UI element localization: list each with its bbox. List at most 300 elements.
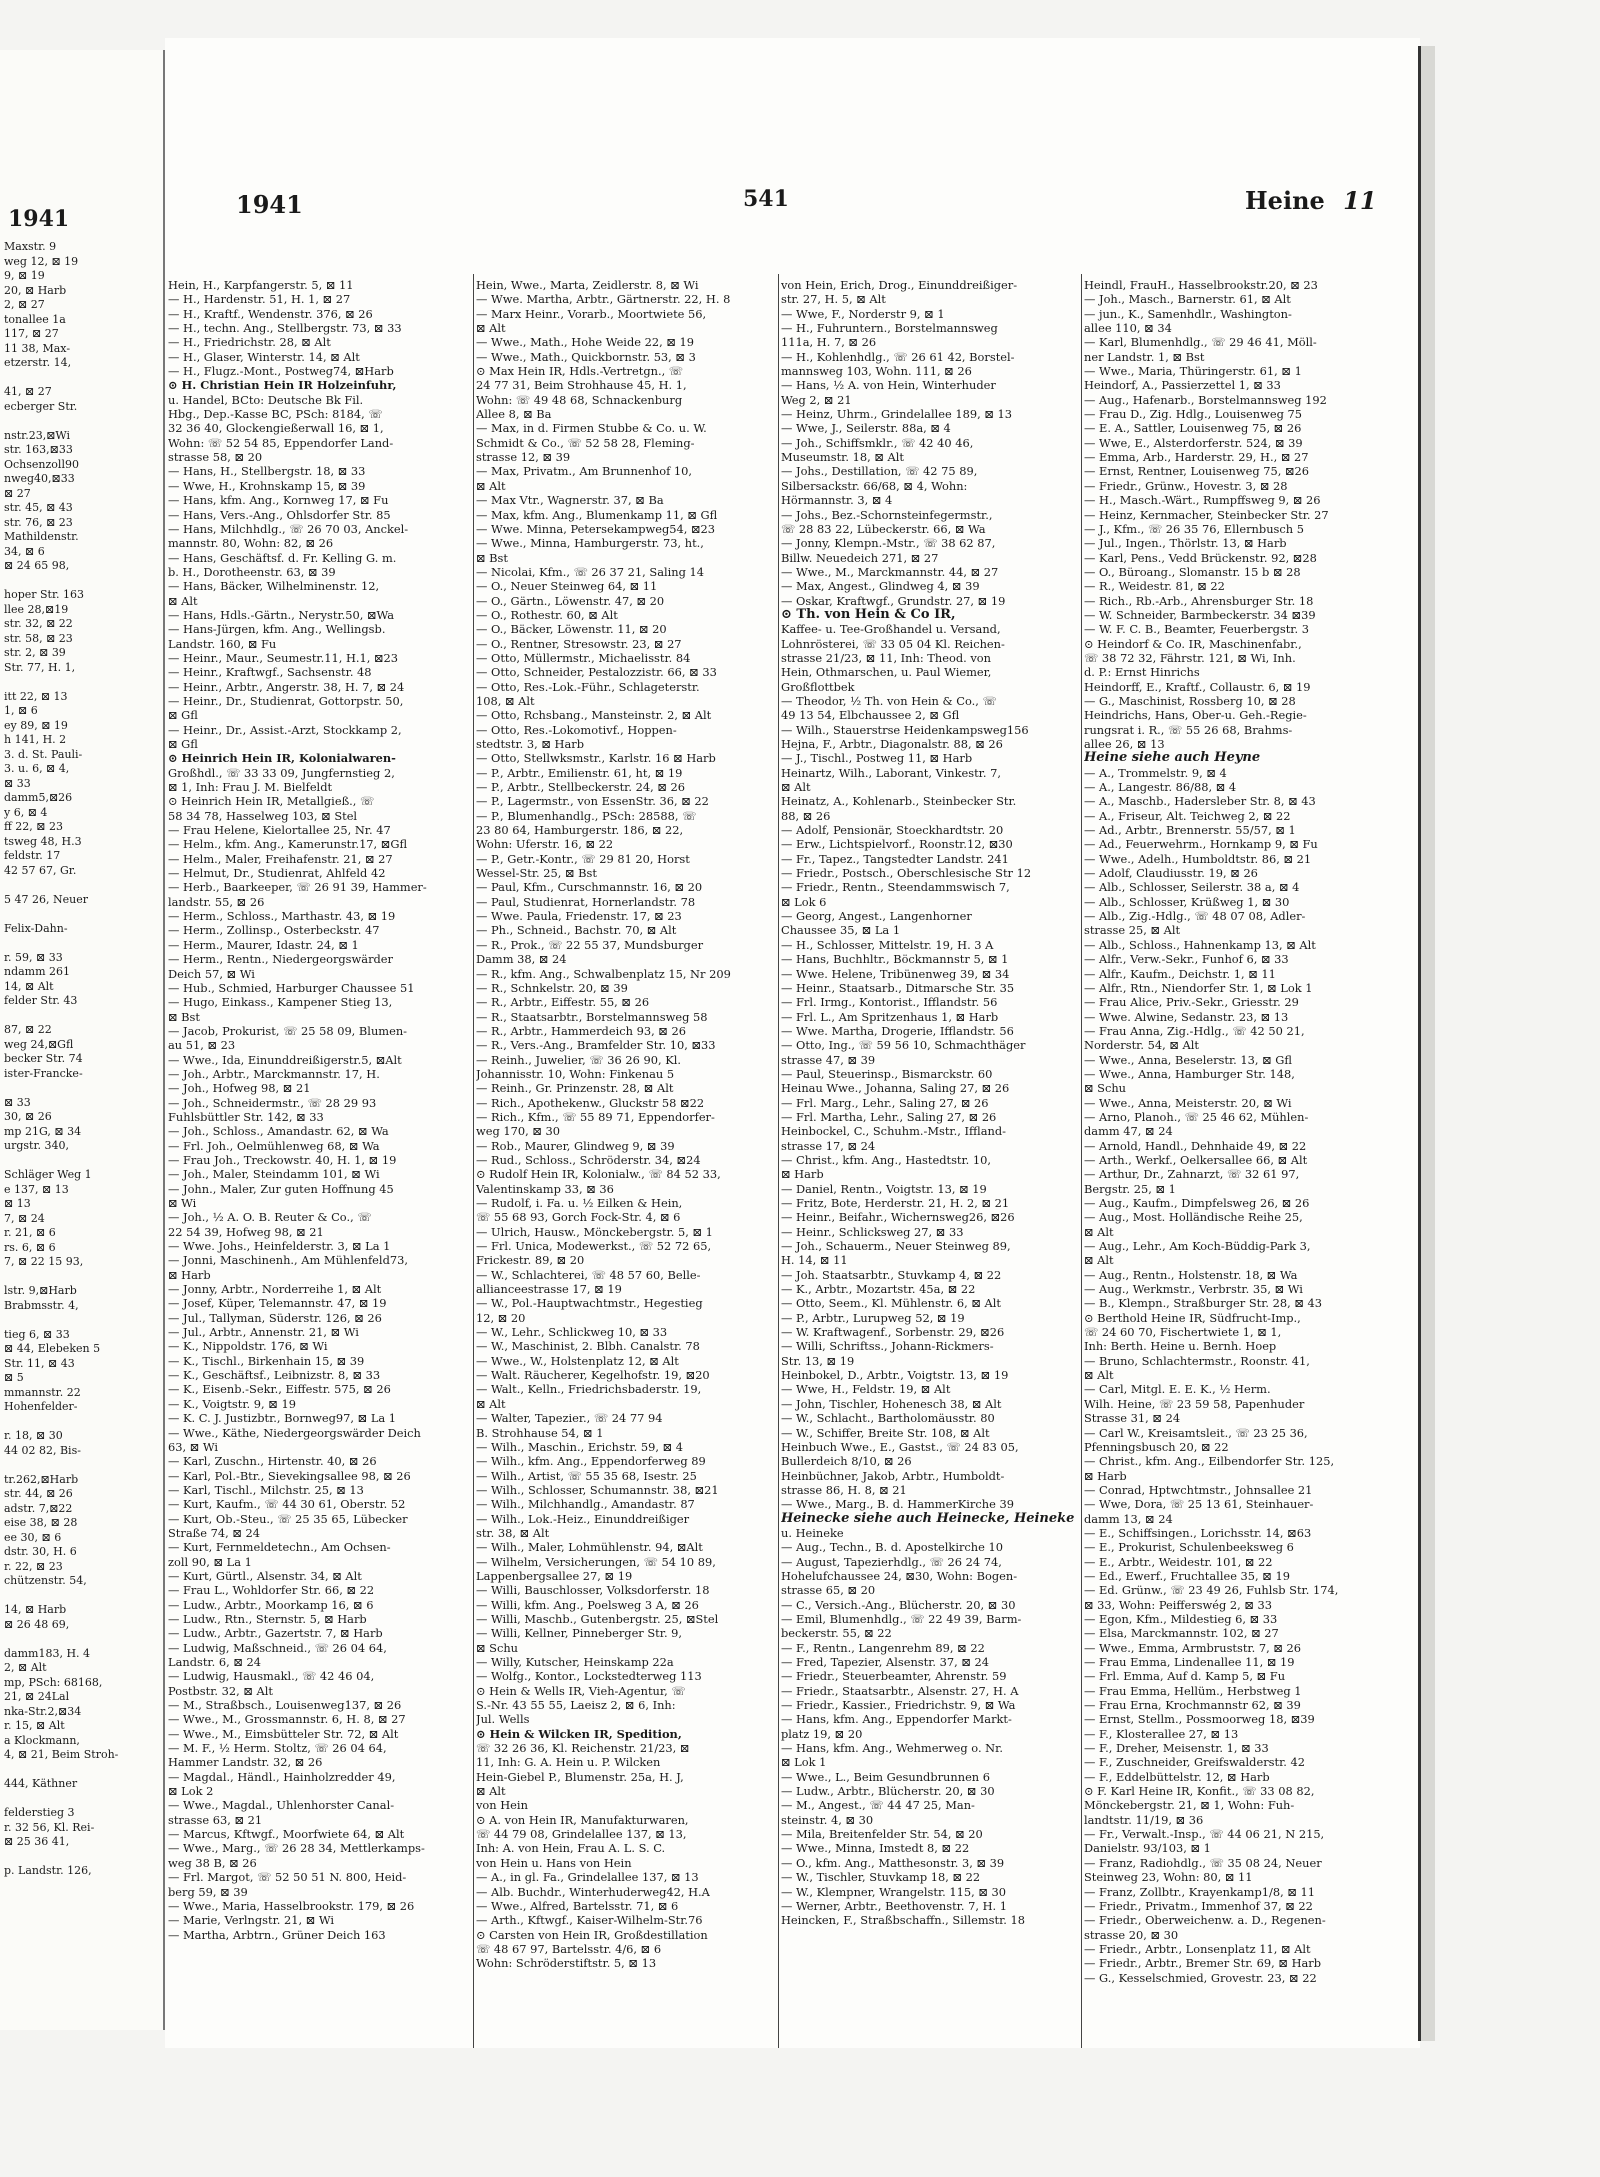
directory-entry-line: — Herm., Rentn., Niedergeorgswärder [168,952,393,967]
directory-entry-line: — O., Rothestr. 60, ⊠ Alt [476,607,618,622]
directory-entry-line: ⊙ F. Karl Heine IR, Konfit., ☏ 33 08 82, [1084,1784,1315,1799]
directory-entry-line: — Aug., Most. Holländische Reihe 25, [1084,1210,1303,1225]
directory-entry-line: ⊠ Gfl [168,708,198,723]
directory-entry-line: — Frau Erna, Krochmannstr 62, ⊠ 39 [1084,1698,1301,1713]
directory-entry-line: — Aug., Rentn., Holstenstr. 18, ⊠ Wa [1084,1267,1298,1282]
directory-entry-line: — Ernst, Stellm., Possmoorweg 18, ⊠39 [1084,1712,1315,1727]
directory-entry-line: — Frau Emma, Hellüm., Herbstweg 1 [1084,1683,1302,1698]
directory-entry-line: — Wilh., Milchhandlg., Amandastr. 87 [476,1497,695,1512]
directory-entry-line: — Jul., Tallyman, Süderstr. 126, ⊠ 26 [168,1310,382,1325]
directory-entry-line: Heinbockel, C., Schuhm.-Mstr., Iffland- [781,1124,1006,1139]
directory-entry-line: — Joh., Masch., Barnerstr. 61, ⊠ Alt [1084,292,1291,307]
directory-entry-line: Hein-Giebel P., Blumenstr. 25a, H. J, [476,1769,684,1784]
left-page-line [4,1458,164,1473]
directory-entry-line: — Adolf, Pensionär, Stoeckhardtstr. 20 [781,823,1004,838]
directory-entry-line: — Joh., Schiffsmklr., ☏ 42 40 46, [781,435,974,450]
left-page-line: damm183, H. 4 [4,1646,91,1660]
left-page-line: Mathildenstr. [4,530,79,543]
directory-entry-line: — Carl W., Kreisamtsleit., ☏ 23 25 36, [1084,1425,1308,1440]
directory-entry-line: B. Strohhause 54, ⊠ 1 [476,1425,604,1440]
directory-entry-line: ☏ 48 67 97, Bartelsstr. 4/6, ⊠ 6 [476,1941,662,1956]
directory-entry-line: ⊠ Bst [168,1009,200,1024]
directory-entry-line: — Wwe., Marg., B. d. HammerKirche 39 [781,1497,1014,1512]
directory-entry-line: — Fr., Tapez., Tangstedter Landstr. 241 [781,851,1009,866]
directory-entry-line: — Otto, Res.-Lokomotivf., Hoppen- [476,722,677,737]
directory-entry-line: strasse 58, ⊠ 20 [168,450,263,465]
directory-entry-line: — R., Vers.-Ang., Bramfelder Str. 10, ⊠33 [476,1038,716,1053]
left-page-line: 444, Käthner [4,1777,78,1790]
directory-entry-line: — Kurt, Kaufm., ☏ 44 30 61, Oberstr. 52 [168,1497,406,1512]
left-page-line: ecberger Str. [4,399,78,413]
directory-entry-line: — Ad., Arbtr., Brennerstr. 55/57, ⊠ 1 [1084,823,1296,838]
directory-entry-line: Wohn: Uferstr. 16, ⊠ 22 [476,837,614,852]
directory-entry-line: — Karl, Pol.-Btr., Sievekingsallee 98, ⊠ 26 [168,1468,411,1483]
directory-entry-line: — Kurt, Fernmeldetechn., Am Ochsen- [168,1540,391,1555]
directory-entry-line: — F., Eddelbüttelstr. 12, ⊠ Harb [1084,1769,1270,1784]
directory-entry-line: ⊠ Lok 2 [168,1784,214,1799]
directory-entry-line: — Wwe. Paula, Friedenstr. 17, ⊠ 23 [476,909,682,924]
left-page-line: r. 22, ⊠ 23 [4,1559,63,1573]
directory-entry-line: — Fred, Tapezier, Alsenstr. 37, ⊠ 24 [781,1655,990,1669]
directory-entry-line: Inh: A. von Hein, Frau A. L. S. C. [476,1841,666,1856]
directory-entry-line: — Ludwig, Hausmakl., ☏ 42 46 04, [168,1669,375,1684]
left-page-line: h 141, H. 2 [4,733,67,746]
directory-entry-line: — Josef, Küper, Telemannstr. 47, ⊠ 19 [168,1296,387,1311]
directory-entry-line: — Rudolf, i. Fa. u. ½ Eilken & Hein, [476,1196,683,1210]
directory-entry-line: — jun., K., Samenhdlr., Washington- [1084,306,1292,321]
left-page-line: 2, ⊠ Alt [4,1661,47,1674]
directory-entry-line: — Wwe., Käthe, Niedergeorgswärder Deich [168,1425,421,1440]
directory-entry-line: — H., Schlosser, Mittelstr. 19, H. 3 A [781,937,994,952]
left-page-line: itt 22, ⊠ 13 [4,689,68,703]
left-page-line: str. 32, ⊠ 22 [4,617,73,630]
left-page-line [4,1009,164,1024]
directory-entry-line: — Frau L., Wohldorfer Str. 66, ⊠ 22 [168,1583,375,1598]
left-page-line: hoper Str. 163 [4,588,85,601]
directory-entry-line: ⊠ Alt [781,780,811,795]
left-page-line: felder Str. 43 [4,994,78,1007]
left-page-line: tieg 6, ⊠ 33 [4,1327,70,1341]
left-page-line: 3. d. St. Pauli- [4,747,83,761]
directory-entry-line: au 51, ⊠ 23 [168,1038,236,1053]
directory-entry-line: — Alfr., Rtn., Niendorfer Str. 1, ⊠ Lok 1 [1084,980,1313,995]
directory-entry-line: — Wwe., Anna, Meisterstr. 20, ⊠ Wi [1084,1095,1292,1110]
left-page-year: 1941 [8,206,70,232]
directory-entry-line: strasse 65, ⊠ 20 [781,1583,876,1598]
directory-entry-line: Hörmannstr. 3, ⊠ 4 [781,493,893,508]
directory-entry-line: — Wolfg., Kontor., Lockstedterweg 113 [476,1669,702,1684]
directory-entry-line: — Frau Anna, Zig.-Hdlg., ☏ 42 50 21, [1084,1023,1305,1038]
left-page-line: r. 18, ⊠ 30 [4,1429,63,1442]
directory-entry-line: — Wwe., Emma, Armbruststr. 7, ⊠ 26 [1084,1640,1301,1655]
directory-entry-line: Lohnrösterei, ☏ 33 05 04 Kl. Reichen- [781,636,1005,651]
directory-entry-line: Heinau Wwe., Johanna, Saling 27, ⊠ 26 [781,1081,1010,1096]
directory-entry-line: weg 170, ⊠ 30 [476,1124,561,1139]
directory-entry-line: — Otto, Schneider, Pestalozzistr. 66, ⊠ 33 [476,665,717,680]
directory-entry-line: — Friedr., Rentn., Steendammswisch 7, [781,880,1010,895]
left-page-line: r. 59, ⊠ 33 [4,950,63,964]
left-page-line: ff 22, ⊠ 23 [4,820,64,833]
directory-entry-line: — Reinh., Gr. Prinzenstr. 28, ⊠ Alt [476,1081,674,1096]
directory-entry-line: str. 38, ⊠ Alt [476,1525,550,1540]
directory-entry-line: — Friedr., Kassier., Friedrichstr. 9, ⊠ Wa [781,1698,1016,1713]
directory-entry-line: — Hans, Buchhltr., Böckmannstr 5, ⊠ 1 [781,952,1009,967]
directory-entry-line: — Marie, Verlngstr. 21, ⊠ Wi [168,1913,335,1928]
running-head [1245,186,1377,215]
directory-entry-line: 49 13 54, Elbchaussee 2, ⊠ Gfl [781,708,960,723]
directory-entry-line: — F., Zuschneider, Greifswalderstr. 42 [1084,1755,1306,1770]
directory-entry-line: 22 54 39, Hofweg 98, ⊠ 21 [168,1224,324,1239]
directory-entry-line: Kaffee- u. Tee-Großhandel u. Versand, [781,622,1001,637]
directory-entry-line: — Wwe, H., Krohnskamp 15, ⊠ 39 [168,478,366,493]
directory-entry-line: Heindrichs, Hans, Ober-u. Geh.-Regie- [1084,708,1307,723]
left-page-line: Schläger Weg 1 [4,1168,92,1181]
directory-entry-line: ☏ 44 79 08, Grindelallee 137, ⊠ 13, [476,1827,687,1842]
directory-entry-line: — Wwe., M., Eimsbütteler Str. 72, ⊠ Alt [168,1726,399,1741]
directory-entry-line: — M., Straßbsch., Louisenweg137, ⊠ 26 [168,1698,402,1713]
directory-entry-line: ⊠ Alt [168,593,198,608]
directory-entry-line: zoll 90, ⊠ La 1 [168,1554,252,1569]
directory-entry-line: — Jul., Arbtr., Annenstr. 21, ⊠ Wi [168,1325,359,1340]
directory-entry-line: — Hugo, Einkass., Kampener Stieg 13, [168,995,393,1010]
directory-entry-line: Bullerdeich 8/10, ⊠ 26 [781,1454,912,1469]
directory-entry-line: — Wwe, H., Feldstr. 19, ⊠ Alt [781,1382,951,1397]
directory-entry-line: weg 38 B, ⊠ 26 [168,1855,257,1870]
directory-entry-line: — Mila, Breitenfelder Str. 54, ⊠ 20 [781,1827,983,1842]
left-page-line: ⊠ 33 [4,1095,31,1109]
directory-entry-line: u. Handel, BCto: Deutsche Bk Fil. [168,392,364,407]
left-page-line [4,675,164,690]
directory-entry-line: str. 27, H. 5, ⊠ Alt [781,292,886,307]
directory-entry-line: — Otto, Res.-Lok.-Führ., Schlageterstr. [476,679,700,694]
directory-entry-line: Heindorf, A., Passierzettel 1, ⊠ 33 [1084,378,1281,393]
directory-entry-line: — Ludw., Arbtr., Blücherstr. 20, ⊠ 30 [781,1784,995,1799]
directory-entry-line: — Heinr., Schlicksweg 27, ⊠ 33 [781,1224,964,1239]
directory-entry-line: — Wwe., Math., Hohe Weide 22, ⊠ 19 [476,335,695,350]
directory-entry-line: ⊠ 33, Wohn: Peifferswég 2, ⊠ 33 [1084,1597,1273,1612]
directory-entry-line: — A., Langestr. 86/88, ⊠ 4 [1084,780,1237,795]
directory-entry-line: Museumstr. 18, ⊠ Alt [781,450,904,465]
directory-entry-line: — Fritz, Bote, Herderstr. 21, H. 2, ⊠ 21 [781,1196,1010,1210]
directory-entry-line: — Franz, Radiohdlg., ☏ 35 08 24, Neuer [1084,1855,1322,1870]
page-number: 541 [743,186,789,212]
directory-entry-line: — Arth., Kftwgf., Kaiser-Wilhelm-Str.76 [476,1913,703,1928]
left-page-line: mp 21G, ⊠ 34 [4,1124,82,1138]
directory-entry-line: — Wwe., Magdal., Uhlenhorster Canal- [168,1798,395,1813]
left-page-line: 7, ⊠ 22 15 93, [4,1255,84,1268]
left-page-line: r. 32 56, Kl. Rei- [4,1820,95,1834]
directory-entry-line: ⊙ Th. von Hein & Co IR, [781,607,956,622]
directory-entry-line: — O., Bäcker, Löwenstr. 11, ⊠ 20 [476,622,667,637]
left-page-line: Str. 77, H. 1, [4,660,76,674]
directory-entry-line: — Wilh., Schlosser, Schumannstr. 38, ⊠21 [476,1482,719,1497]
directory-entry-line: — O., Gärtn., Löwenstr. 47, ⊠ 20 [476,593,665,608]
directory-entry-line: ☏ 24 60 70, Fischertwiete 1, ⊠ 1, [1084,1325,1282,1340]
directory-entry-line: — W., Schlacht., Bartholomäusstr. 80 [781,1411,995,1426]
directory-entry-line: allianceestrasse 17, ⊠ 19 [476,1282,622,1297]
directory-entry-line: H. 14, ⊠ 11 [781,1253,848,1268]
directory-entry-line: — Christ., kfm. Ang., Hastedtstr. 10, [781,1152,992,1167]
left-page-line: 9, ⊠ 19 [4,269,45,282]
directory-entry-line: — C., Versich.-Ang., Blücherstr. 20, ⊠ 30 [781,1597,1016,1612]
directory-entry-line: — W., Lehr., Schlickweg 10, ⊠ 33 [476,1325,668,1340]
directory-entry-line: ⊠ Harb [168,1267,211,1282]
left-page-line: ⊠ 5 [4,1371,24,1384]
directory-entry-line: — K. C. J. Justizbtr., Bornweg97, ⊠ La 1 [168,1411,397,1426]
directory-entry-line: Fuhlsbüttler Str. 142, ⊠ 33 [168,1109,324,1124]
directory-entry-line: — Wwe. Martha, Arbtr., Gärtnerstr. 22, H. 8 [476,292,731,307]
left-page-line: 1, ⊠ 6 [4,704,38,717]
directory-entry-line: — Adolf, Claudiusstr. 19, ⊠ 26 [1084,866,1258,881]
directory-entry-line: — H., Kohlenhdlg., ☏ 26 61 42, Borstel- [781,349,1015,364]
directory-entry-line: — R., kfm. Ang., Schwalbenplatz 15, Nr 209 [476,966,731,981]
directory-column-4 [1084,278,1384,1985]
directory-entry-line: Damm 38, ⊠ 24 [476,952,567,967]
directory-entry-line: ⊠ Alt [1084,1253,1114,1268]
directory-entry-line: — K., Eisenb.-Sekr., Eiffestr. 575, ⊠ 26 [168,1382,391,1397]
directory-entry-line: — Friedr., Arbtr., Lonsenplatz 11, ⊠ Alt [1084,1941,1311,1956]
directory-entry-line: — Paul, Kfm., Curschmannstr. 16, ⊠ 20 [476,880,703,895]
directory-entry-line: Postbstr. 32, ⊠ Alt [168,1683,273,1698]
directory-entry-line: — Wwe., Adelh., Humboldtstr. 86, ⊠ 21 [1084,851,1312,866]
left-page-line [4,414,164,429]
directory-entry-line: — August, Tapezierhdlg., ☏ 26 24 74, [781,1554,1002,1569]
directory-entry-line: — Wwe., Alfred, Bartelsstr. 71, ⊠ 6 [476,1898,679,1913]
directory-entry-line: — K., Nippoldstr. 176, ⊠ Wi [168,1339,328,1354]
directory-entry-line: von Hein, Erich, Drog., Einunddreißiger- [781,278,1018,292]
left-page-line: mp, PSch: 68168, [4,1675,103,1689]
left-page-line: chützenstr. 54, [4,1574,87,1587]
directory-entry-line: — Joh., Hofweg 98, ⊠ 21 [168,1081,311,1096]
directory-entry-line: — Frau Emma, Lindenallee 11, ⊠ 19 [1084,1655,1295,1669]
directory-entry-line: — Wwe., Anna, Hamburger Str. 148, [1084,1066,1295,1081]
directory-entry-line: — Wwe., Anna, Beselerstr. 13, ⊠ Gfl [1084,1052,1292,1067]
directory-entry-line: Heinecke siehe auch Heinecke, Heineke [781,1511,1075,1526]
directory-entry-line: — Daniel, Rentn., Voigtstr. 13, ⊠ 19 [781,1181,987,1196]
left-page-line [4,1792,164,1807]
directory-entry-line: ner Landstr. 1, ⊠ Bst [1084,349,1205,364]
directory-entry-line: — Ludw., Rtn., Sternstr. 5, ⊠ Harb [168,1611,367,1626]
directory-entry-line: Chaussee 35, ⊠ La 1 [781,923,901,938]
directory-entry-line: stedtstr. 3, ⊠ Harb [476,737,585,751]
directory-entry-line: — Egon, Kfm., Mildestieg 6, ⊠ 33 [1084,1611,1278,1626]
directory-entry-line: Hejna, F., Arbtr., Diagonalstr. 88, ⊠ 26 [781,737,1003,751]
directory-entry-line: — E. A., Sattler, Louisenweg 75, ⊠ 26 [1084,421,1302,436]
directory-entry-line: — Georg, Angest., Langenhorner [781,909,972,924]
directory-entry-line: — R., Weidestr. 81, ⊠ 22 [1084,579,1225,594]
directory-entry-line: — Rich., Apothekenw., Gluckstr 58 ⊠22 [476,1095,705,1110]
left-page-line [4,1632,164,1647]
directory-entry-line: — Herm., Zollinsp., Osterbeckstr. 47 [168,923,380,938]
directory-entry-line: — Ad., Feuerwehrm., Hornkamp 9, ⊠ Fu [1084,837,1318,852]
directory-entry-line: — P., Blumenhandlg., PSch: 28588, ☏ [476,808,697,823]
directory-entry-line: — G., Kesselschmied, Grovestr. 23, ⊠ 22 [1084,1970,1317,1985]
directory-entry-line: — Frau Helene, Kielortallee 25, Nr. 47 [168,823,391,838]
directory-entry-line: — A., in gl. Fa., Grindelallee 137, ⊠ 13 [476,1870,699,1885]
directory-entry-line: landstr. 55, ⊠ 26 [168,894,265,909]
directory-entry-line: — Heinr., Maur., Seumestr.11, H.1, ⊠23 [168,650,399,665]
directory-entry-line: ⊙ Heindorf & Co. IR, Maschinenfabr., [1084,636,1302,651]
directory-entry-line: ⊠ Alt [1084,1224,1114,1239]
directory-entry-line: — W., Pol.-Hauptwachtmstr., Hegestieg [476,1296,703,1311]
directory-entry-line: — Kurt, Gürtl., Alsenstr. 34, ⊠ Alt [168,1568,362,1583]
directory-entry-line: strasse 12, ⊠ 39 [476,450,571,465]
directory-entry-line: — Erw., Lichtspielvorf., Roonstr.12, ⊠30 [781,837,1013,852]
directory-entry-line: ⊠ Alt [476,1396,506,1411]
directory-entry-line: — Willi, Kellner, Pinneberger Str. 9, [476,1626,683,1641]
left-page-line: str. 76, ⊠ 23 [4,515,73,529]
directory-entry-line: — Aug., Lehr., Am Koch-Büddig-Park 3, [1084,1239,1311,1254]
left-page-line: adstr. 7,⊠22 [4,1501,73,1515]
left-page-line: tonallee 1a [4,312,66,326]
directory-entry-line: — R., Arbtr., Hammerdeich 93, ⊠ 26 [476,1023,686,1038]
left-page-line: r. 15, ⊠ Alt [4,1719,65,1732]
directory-entry-line: — Frau D., Zig. Hdlg., Louisenweg 75 [1084,407,1303,422]
directory-entry-line: Wilh. Heine, ☏ 23 59 58, Papenhuder [1084,1396,1305,1411]
left-page-line [4,1081,164,1096]
directory-entry-line: — Wwe, E., Alsterdorferstr. 524, ⊠ 39 [1084,435,1303,450]
directory-entry-line: — Herm., Maurer, Idastr. 24, ⊠ 1 [168,937,359,952]
left-page-line: 14, ⊠ Alt [4,979,54,993]
directory-entry-line: — Rob., Maurer, Glindweg 9, ⊠ 39 [476,1138,675,1153]
left-page-line: str. 58, ⊠ 23 [4,631,73,645]
directory-entry-line: — Frl. Martha, Lehr., Saling 27, ⊠ 26 [781,1109,997,1124]
directory-entry-line: Wohn: ☏ 49 48 68, Schnackenburg [476,392,683,407]
directory-entry-line: von Hein [476,1798,528,1813]
directory-entry-line: — K., Voigtstr. 9, ⊠ 19 [168,1396,296,1411]
left-page-line: 5 47 26, Neuer [4,892,88,906]
directory-entry-line: — H., Flugz.-Mont., Postweg74, ⊠Harb [168,364,394,379]
directory-entry-line: — H., Friedrichstr. 28, ⊠ Alt [168,335,331,350]
directory-entry-line: — Christ., kfm. Ang., Eilbendorfer Str. 125, [1084,1454,1335,1469]
directory-entry-line: 63, ⊠ Wi [168,1439,219,1454]
directory-entry-line: — Frl. Irmg., Kontorist., Ifflandstr. 56 [781,995,998,1010]
directory-entry-line: Landstr. 160, ⊠ Fu [168,636,277,651]
directory-entry-line: — R., Arbtr., Eiffestr. 55, ⊠ 26 [476,995,650,1010]
directory-entry-line: — W., Maschinist, 2. Blbh. Canalstr. 78 [476,1339,700,1354]
column-rule [778,274,779,2048]
directory-entry-line: mannsweg 103, Wohn. 111, ⊠ 26 [781,364,972,379]
directory-entry-line: — Rich., Kfm., ☏ 55 89 71, Eppendorfer- [476,1109,715,1124]
directory-entry-line: — Fr., Verwalt.-Insp., ☏ 44 06 21, N 215, [1084,1827,1325,1842]
directory-entry-line: Großhdl., ☏ 33 33 09, Jungfernstieg 2, [168,765,395,780]
page-edge-strip [1418,46,1435,2041]
directory-entry-line: — Hans, kfm. Ang., Eppendorfer Markt- [781,1712,1012,1727]
directory-entry-line: — Friedr., Steuerbeamter, Ahrenstr. 59 [781,1669,1007,1684]
directory-entry-line: — Joh., ½ A. O. B. Reuter & Co., ☏ [168,1210,372,1225]
left-page-line: ee 30, ⊠ 6 [4,1530,62,1544]
directory-entry-line: — W. Kraftwagenf., Sorbenstr. 29, ⊠26 [781,1325,1005,1340]
directory-entry-line: — Wilh., Artist, ☏ 55 35 68, Isestr. 25 [476,1468,697,1483]
directory-entry-line: — Frl. Unica, Modewerkst., ☏ 52 72 65, [476,1239,712,1254]
directory-entry-line: — Emma, Arb., Harderstr. 29, H., ⊠ 27 [1084,450,1309,465]
directory-entry-line: — Hans, ½ A. von Hein, Winterhuder [781,378,996,393]
directory-entry-line: allee 110, ⊠ 34 [1084,321,1172,336]
directory-entry-line: Heine siehe auch Heyne [1084,751,1261,766]
left-page-line: a Klockmann, [4,1733,80,1747]
directory-entry-line: — Heinz, Kernmacher, Steinbecker Str. 27 [1084,507,1329,522]
directory-entry-line: — Arth., Werkf., Oelkersallee 66, ⊠ Alt [1084,1152,1308,1167]
directory-entry-line: — E., Prokurist, Schulenbeeksweg 6 [1084,1540,1294,1555]
directory-entry-line: — Paul, Steuerinsp., Bismarckstr. 60 [781,1066,993,1081]
directory-entry-line: — Friedr., Privatm., Immenhof 37, ⊠ 22 [1084,1898,1313,1913]
directory-entry-line: — Friedr., Postsch., Oberschlesische Str 12 [781,866,1032,881]
directory-entry-line: ⊠ Alt [476,1784,506,1799]
left-page-line [4,574,164,589]
directory-entry-line: — Arthur, Dr., Zahnarzt, ☏ 32 61 97, [1084,1167,1300,1182]
directory-entry-line: — W. F. C. B., Beamter, Feuerbergstr. 3 [1084,622,1309,637]
directory-entry-line: — Martha, Arbtrn., Grüner Deich 163 [168,1927,386,1942]
directory-entry-line: — Theodor, ½ Th. von Hein & Co., ☏ [781,693,997,708]
directory-entry-line: — Walter, Tapezier., ☏ 24 77 94 [476,1411,663,1426]
directory-entry-line: — Jacob, Prokurist, ☏ 25 58 09, Blumen- [168,1023,408,1038]
directory-entry-line: Allee 8, ⊠ Ba [476,407,552,422]
directory-entry-line: — Magdal., Händl., Hainholzredder 49, [168,1769,396,1784]
directory-entry-line: — Helm., Maler, Freihafenstr. 21, ⊠ 27 [168,851,393,866]
left-page-line [4,1589,164,1604]
directory-entry-line: — Walt., Kelln., Friedrichsbaderstr. 19, [476,1382,702,1397]
directory-entry-line: ⊠ Schu [1084,1081,1127,1096]
directory-entry-line: — Wwe., Maria, Hasselbrookstr. 179, ⊠ 26 [168,1898,415,1913]
left-page-line [4,1763,164,1778]
directory-entry-line: — Ernst, Rentner, Louisenweg 75, ⊠26 [1084,464,1310,479]
directory-entry-line: Heindorff, E., Kraftf., Collaustr. 6, ⊠ 19 [1084,679,1311,694]
left-page-line: 87, ⊠ 22 [4,1023,52,1036]
left-page-line: rs. 6, ⊠ 6 [4,1240,56,1254]
directory-entry-line: — K., Arbtr., Mozartstr. 45a, ⊠ 22 [781,1282,976,1297]
directory-entry-line: — Herb., Baarkeeper, ☏ 26 91 39, Hammer- [168,880,427,895]
left-page-line [4,1415,164,1430]
directory-entry-line: — Karl, Blumenhdlg., ☏ 29 46 41, Möll- [1084,335,1317,350]
directory-entry-line: — Alb. Buchdr., Winterhuderweg42, H.A [476,1884,710,1899]
directory-entry-line: — Aug., Hafenarb., Borstelmannsweg 192 [1084,392,1327,407]
directory-entry-line: — Max, Angest., Glindweg 4, ⊠ 39 [781,579,980,594]
left-page-line: y 6, ⊠ 4 [4,805,48,819]
left-page-line: tsweg 48, H.3 [4,834,82,848]
directory-entry-line: berg 59, ⊠ 39 [168,1884,248,1899]
left-page-line: Hohenfelder- [4,1400,78,1413]
directory-entry-line: — Hans-Jürgen, kfm. Ang., Wellingsb. [168,622,386,637]
directory-entry-line: — Max, Privatm., Am Brunnenhof 10, [476,464,693,479]
directory-entry-line: — Aug., Techn., B. d. Apostelkirche 10 [781,1540,1003,1555]
directory-entry-line: — M., Angest., ☏ 44 47 25, Man- [781,1798,975,1813]
directory-entry-line: — Heinr., Dr., Assist.-Arzt, Stockkamp 2, [168,722,402,737]
directory-entry-line: — Wilh., Maschin., Erichstr. 59, ⊠ 4 [476,1439,683,1454]
directory-entry-line: — Karl, Tischl., Milchstr. 25, ⊠ 13 [168,1482,364,1497]
directory-entry-line: — Ludw., Arbtr., Moorkamp 16, ⊠ 6 [168,1597,374,1612]
directory-entry-line: — Willi, Maschb., Gutenbergstr. 25, ⊠Stel [476,1611,719,1626]
directory-entry-line: — J., Kfm., ☏ 26 35 76, Ellernbusch 5 [1084,521,1304,536]
directory-entry-line: — H., Fuhruntern., Borstelmannsweg [781,321,998,336]
directory-entry-line: — Max, kfm. Ang., Blumenkamp 11, ⊠ Gfl [476,507,718,522]
left-page-line: 21, ⊠ 24Lal [4,1690,70,1703]
directory-entry-line: — Ludwig, Maßschneid., ☏ 26 04 64, [168,1640,387,1655]
column-rule [1081,274,1082,2048]
directory-entry-line: ⊙ Hein & Wells IR, Vieh-Agentur, ☏ [476,1683,686,1698]
directory-entry-line: ⊠ Wi [168,1196,197,1210]
left-page-line: 41, ⊠ 27 [4,385,52,398]
directory-entry-line: — Heinr., Kraftwgf., Sachsenstr. 48 [168,665,372,680]
directory-entry-line: Bergstr. 25, ⊠ 1 [1084,1181,1176,1196]
directory-entry-line: — Carl, Mitgl. E. E. K., ½ Herm. [1084,1382,1271,1397]
directory-entry-line: Schmidt & Co., ☏ 52 58 28, Fleming- [476,435,695,450]
left-page-line: 30, ⊠ 26 [4,1110,52,1123]
directory-entry-line: Lappenbergsallee 27, ⊠ 19 [476,1568,633,1583]
directory-entry-line: — Heinr., Arbtr., Angerstr. 38, H. 7, ⊠ 24 [168,679,405,694]
directory-entry-line: — B., Klempn., Straßburger Str. 28, ⊠ 43 [1084,1296,1323,1311]
directory-entry-line: Hein, Othmarschen, u. Paul Wiemer, [781,665,992,680]
left-page-line: ey 89, ⊠ 19 [4,718,68,732]
